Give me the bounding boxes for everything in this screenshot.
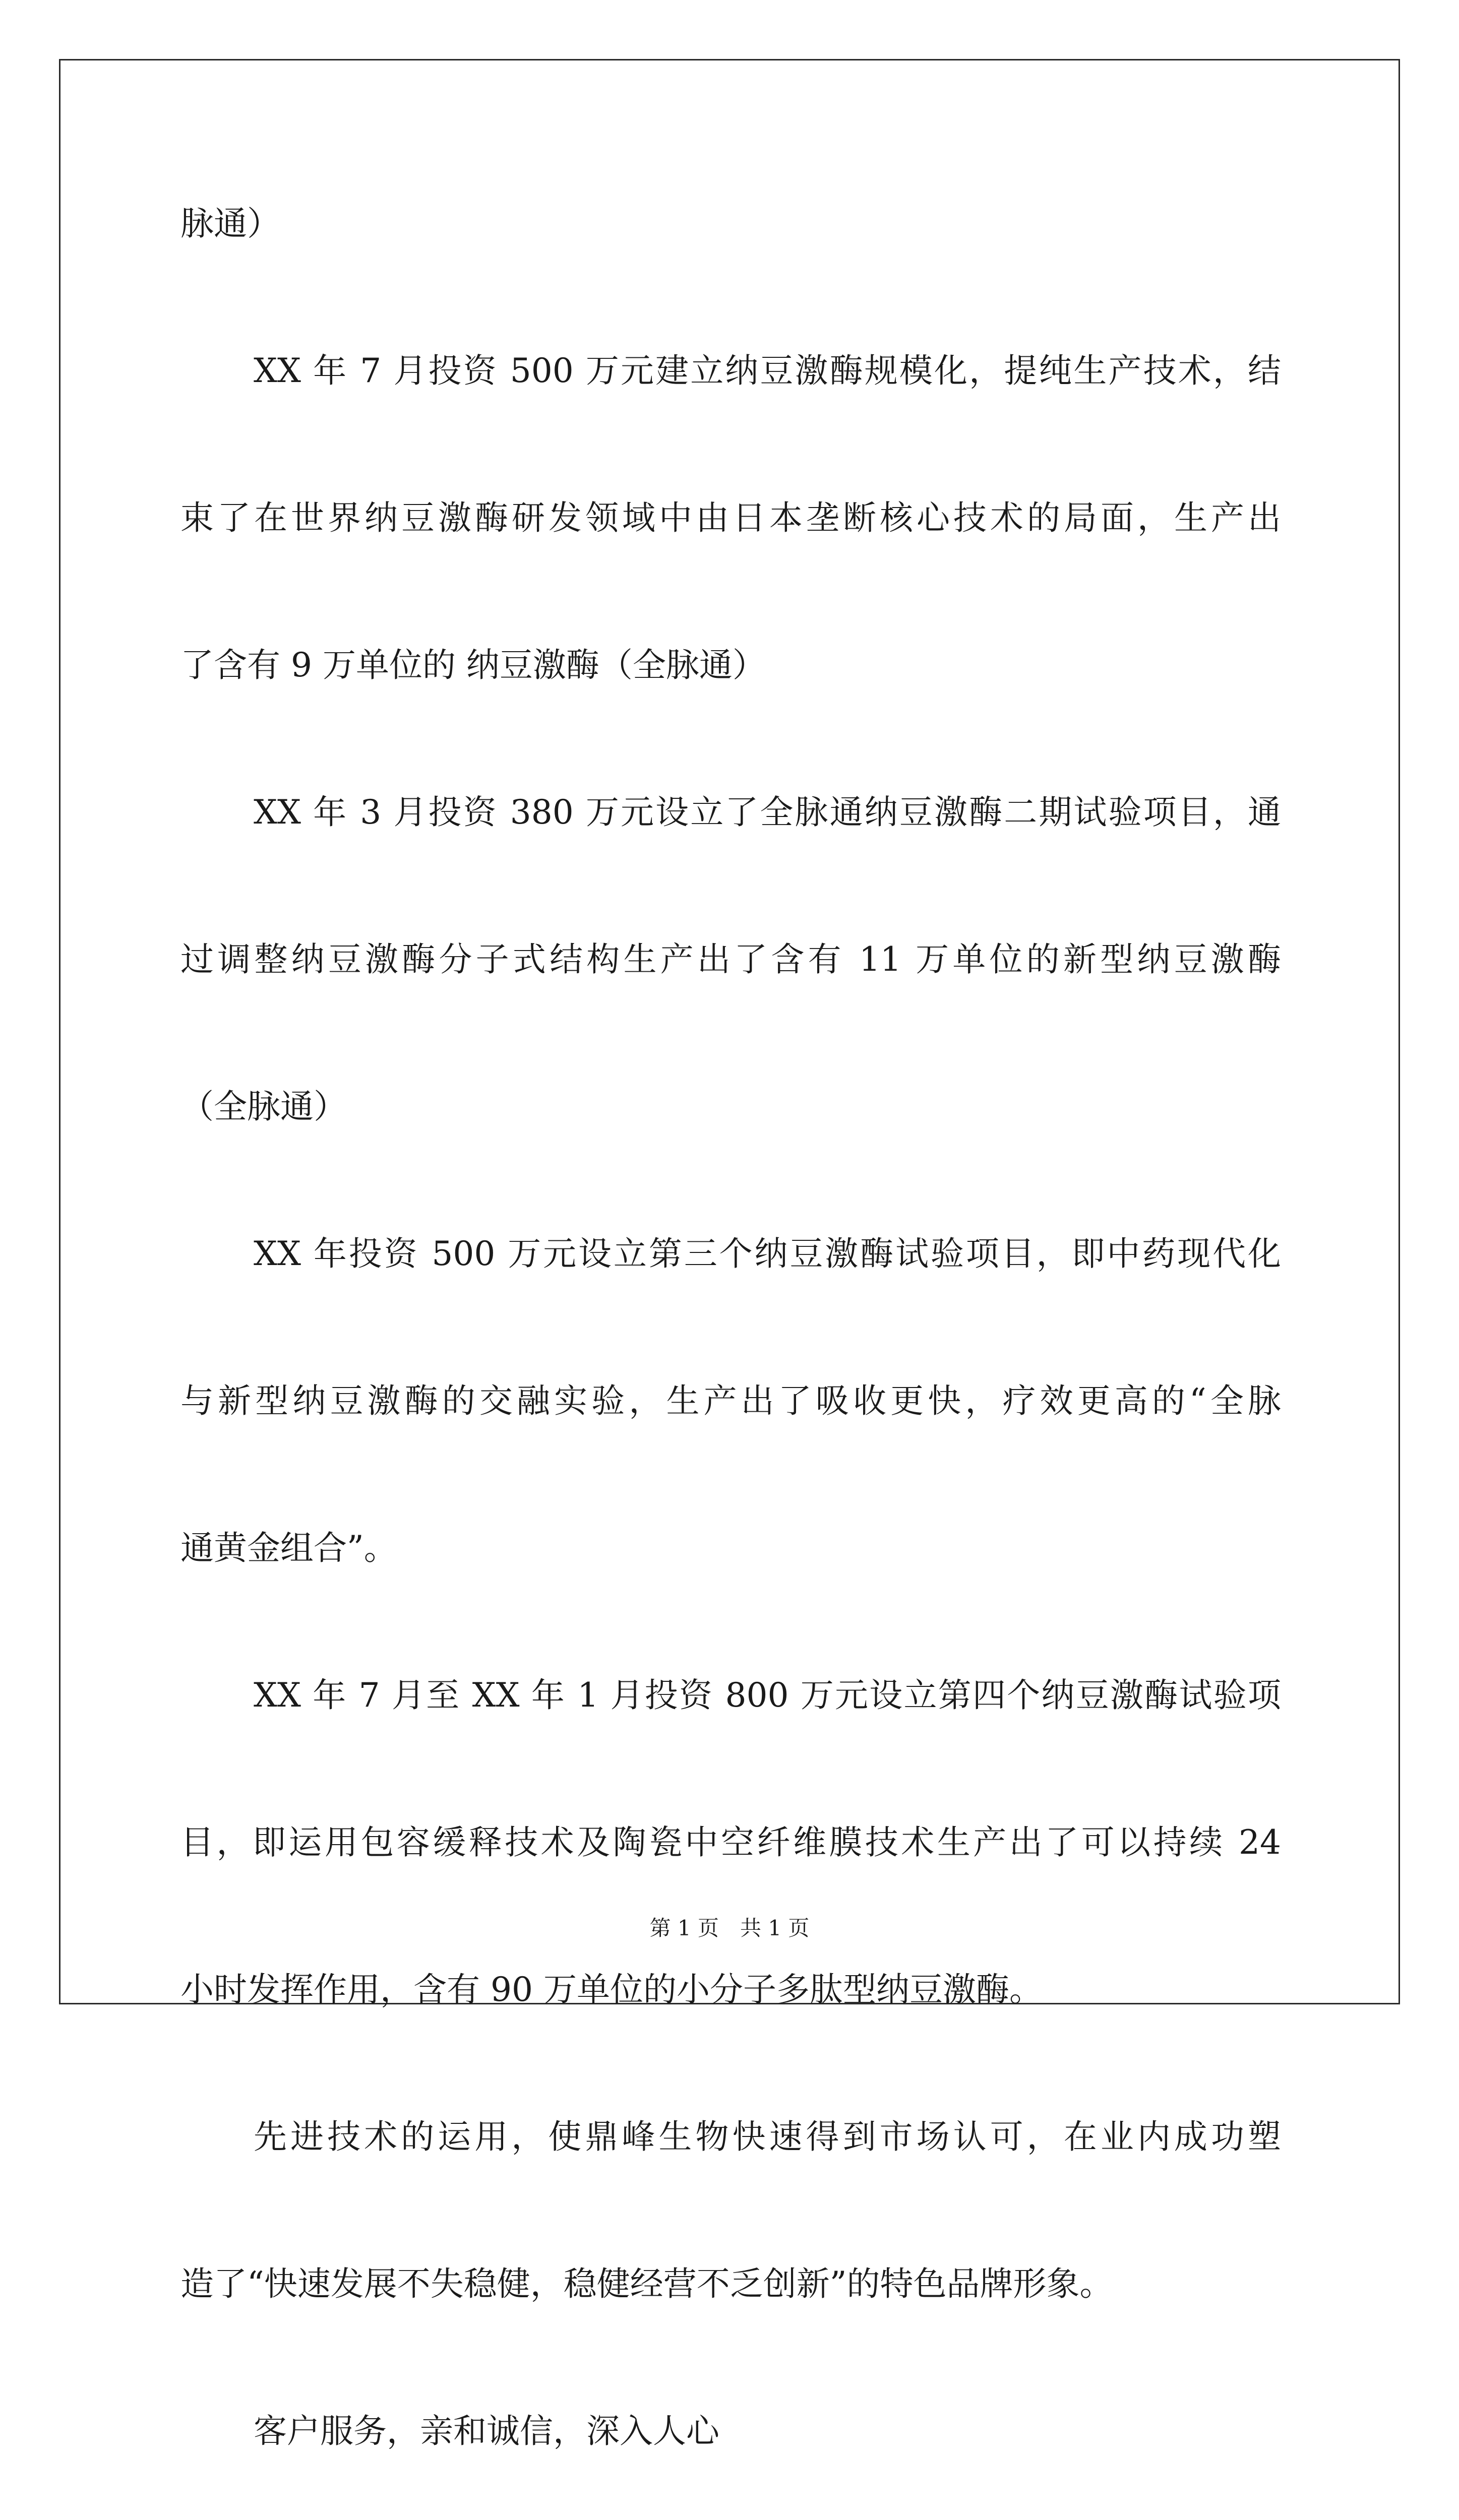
text-line: 脉通）	[180, 204, 280, 243]
text-line: 通黄金组合”。	[180, 1529, 397, 1567]
paragraph-first-line: XX 年 3 月投资 380 万元设立了全脉通纳豆激酶二期试验项目，通	[254, 793, 1281, 832]
text-line: （全脉通）	[180, 1087, 347, 1126]
text-line: 过调整纳豆激酶分子式结构生产出了含有 11 万单位的新型纳豆激酶	[180, 940, 1281, 979]
text-line: 目，即运用包容缓释技术及陶瓷中空纤维膜技术生产出了可以持续 24	[180, 1823, 1281, 1862]
page-number-footer: 第 1 页 共 1 页	[649, 1916, 810, 1940]
paragraph-first-line: XX 年 7 月投资 500 万元建立纳豆激酶规模化，提纯生产技术，结	[254, 351, 1281, 390]
document-body	[180, 191, 1281, 2520]
section-heading: 客户服务，亲和诚信，深入人心	[254, 2412, 719, 2450]
paragraph-first-line: XX 年 7 月至 XX 年 1 月投资 800 万元设立第四个纳豆激酶试验项	[254, 1676, 1281, 1715]
paragraph-first-line: XX 年投资 500 万元设立第三个纳豆激酶试验项目，即中药现代化	[254, 1234, 1281, 1273]
text-line: 了含有 9 万单位的 纳豆激酶（全脉通）	[180, 646, 766, 684]
text-line: 小时发挥作用，含有 90 万单位的小分子多肽型纳豆激酶。	[180, 1970, 1043, 2009]
paragraph-first-line: 先进技术的运用，使鼎峰生物快速得到市场认可，在业内成功塑	[254, 2117, 1281, 2156]
text-line: 与新型纳豆激酶的交融实验，生产出了吸收更快，疗效更高的“全脉	[180, 1381, 1281, 1420]
text-line: 束了在世界纳豆激酶研发领域中由日本垄断核心技术的局面，生产出	[180, 498, 1281, 537]
text-line: 造了“快速发展不失稳健，稳健经营不乏创新”的特色品牌形象。	[180, 2264, 1113, 2303]
